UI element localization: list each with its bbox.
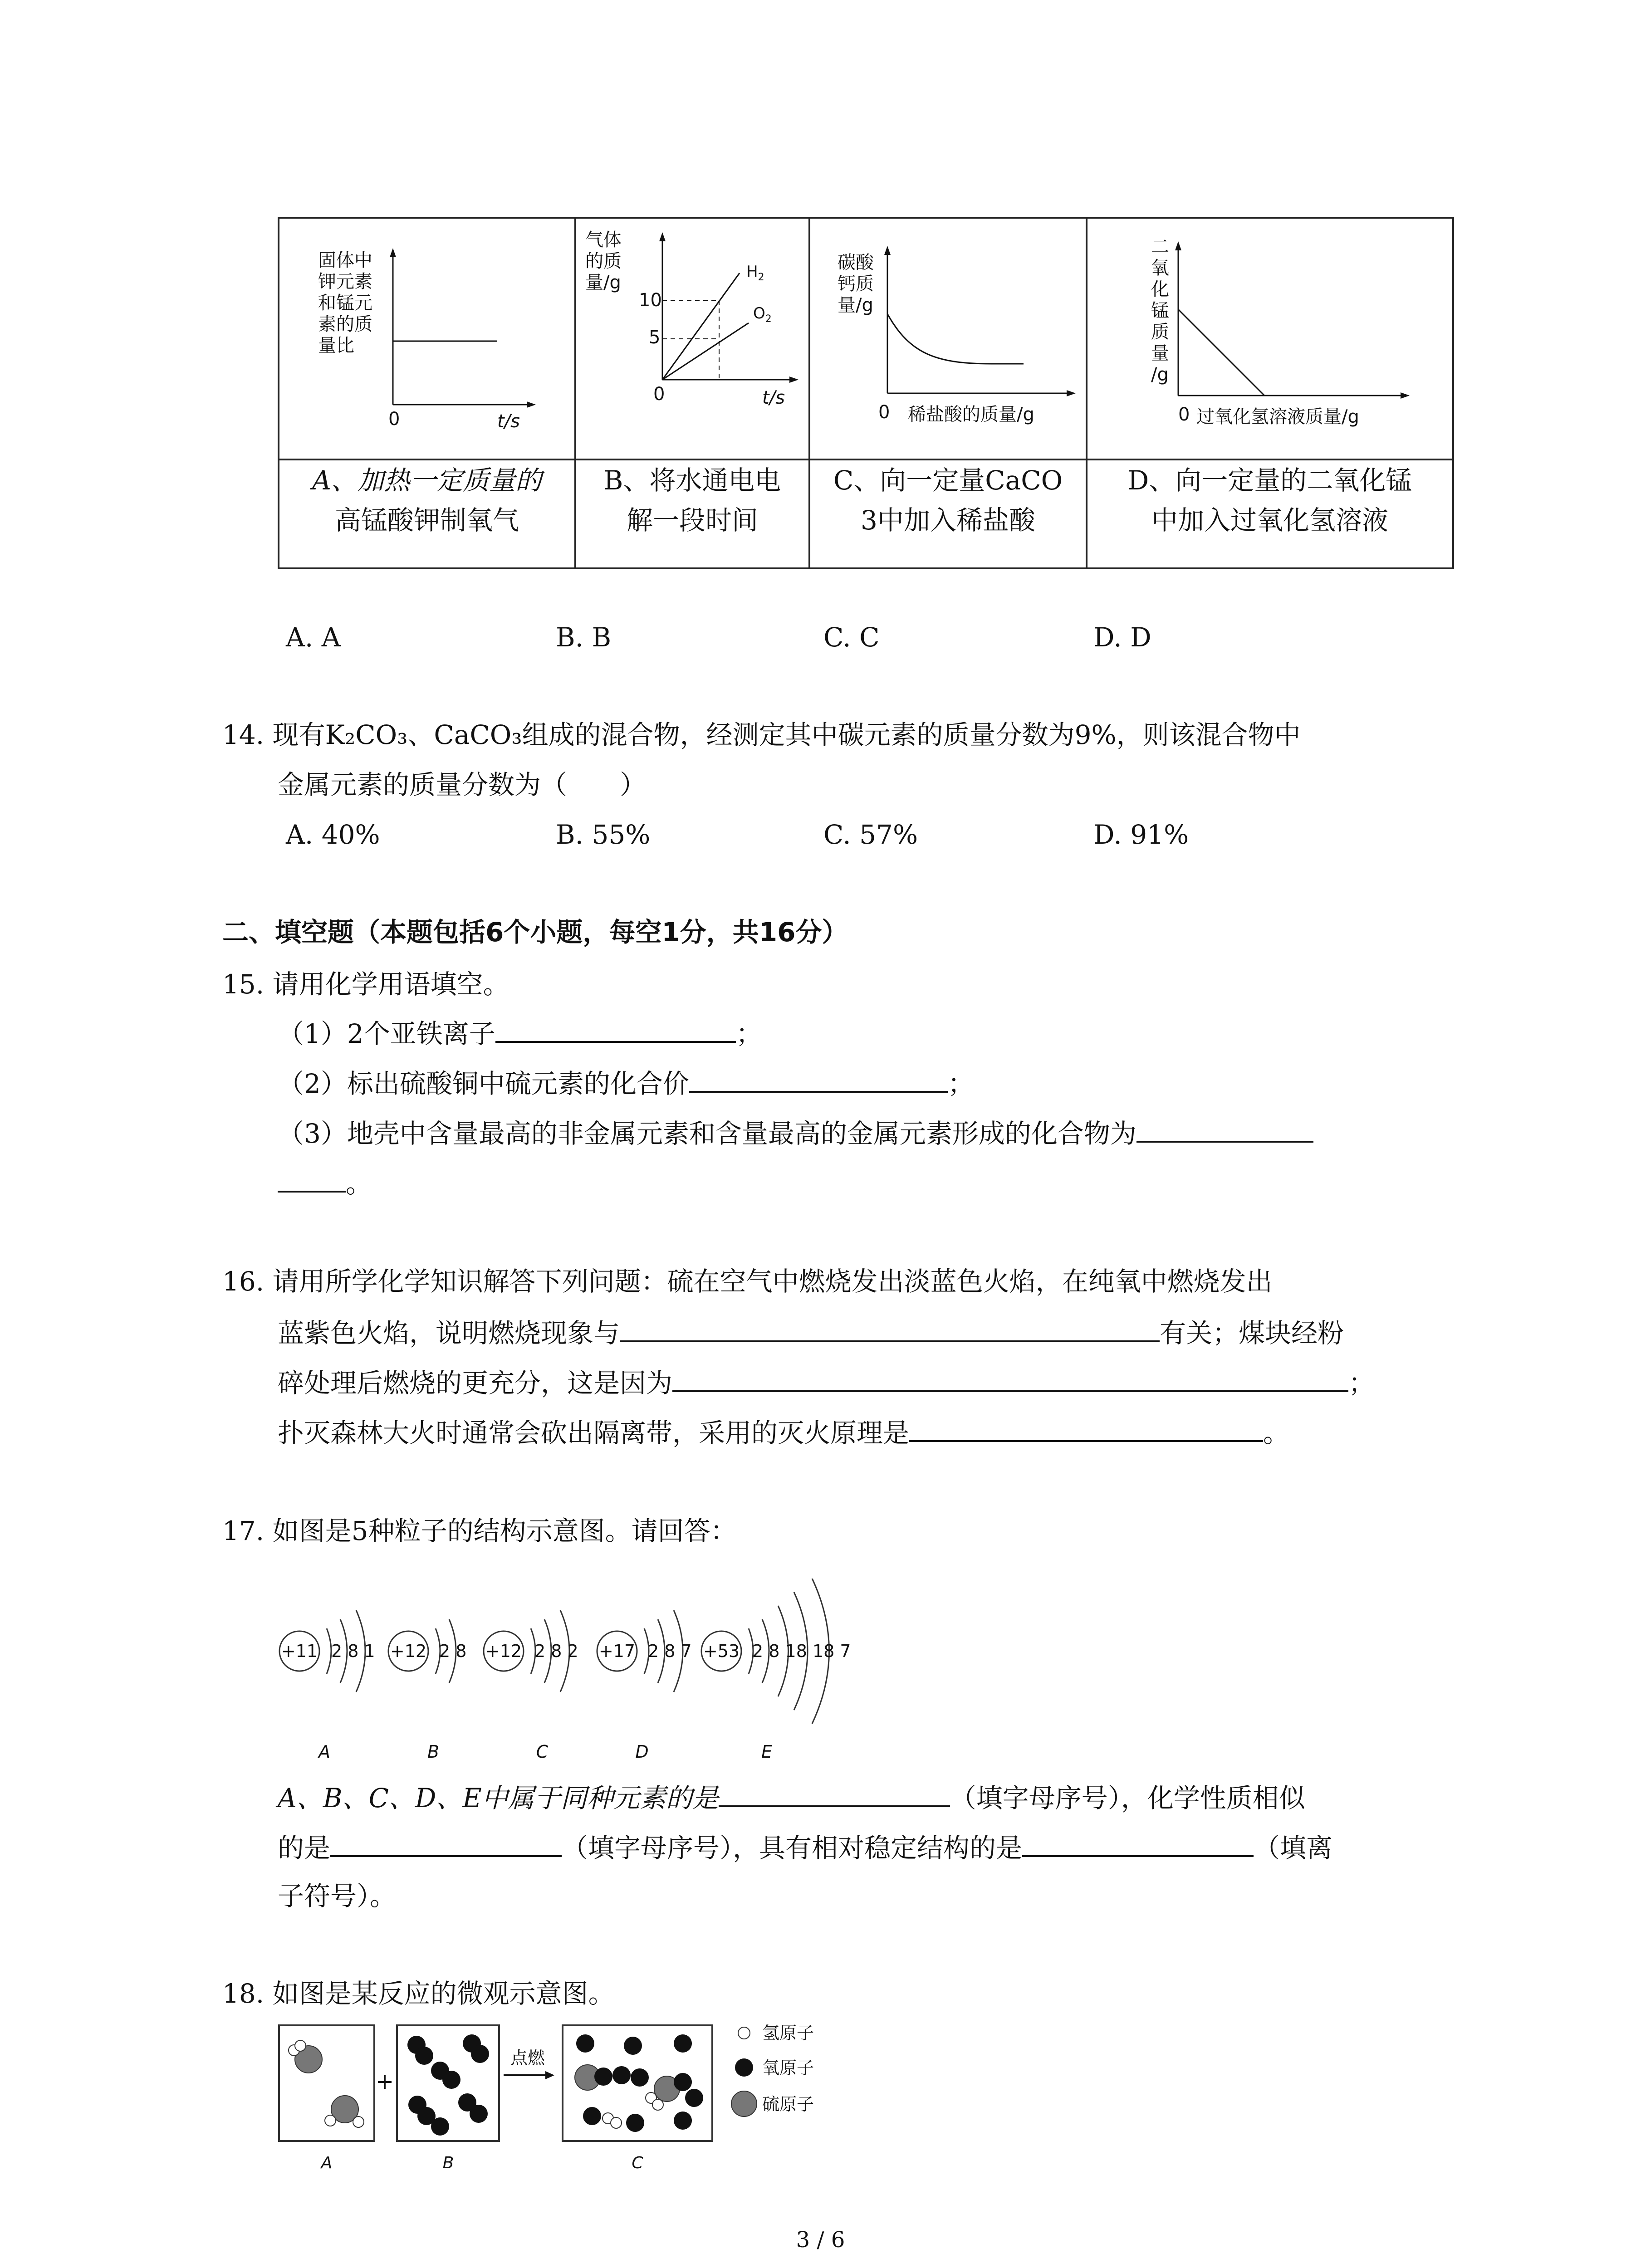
box-c-label: C (632, 2154, 643, 2172)
graph-b-o2-label: $O_2$ (753, 304, 772, 325)
legend-oxygen-icon (735, 2058, 753, 2077)
q17-answer-2[interactable] (330, 1828, 562, 1857)
graph-d-xlabel: 过氧化氢溶液质量/g (1196, 406, 1359, 427)
atom-c-label: C (536, 1742, 549, 1762)
q13-option-b[interactable]: B. B (556, 622, 612, 653)
graph-c-ylabel-2: 钙质 (838, 274, 874, 294)
legend-hydrogen-icon (738, 2027, 750, 2039)
q15-stem: 15. 请用化学用语填空。 (222, 969, 509, 1000)
atom-a-electrons: 2 8 1 (331, 1641, 375, 1661)
graph-c-cell (809, 218, 1087, 459)
graph-d-ylabel-5: 质 (1151, 322, 1169, 342)
graph-a-xlabel: t/s (497, 411, 520, 432)
graph-c-x-arrow (1067, 390, 1076, 396)
graph-d-ylabel-3: 化 (1151, 279, 1169, 300)
q15-answer-3[interactable] (1136, 1114, 1313, 1143)
graph-c-series-curve (887, 314, 1024, 364)
q15-part-3-cont: 。 (278, 1163, 372, 1202)
section-2-title: 二、填空题（本题包括6个小题，每空1分，共16分） (222, 917, 848, 948)
q14-option-a[interactable]: A. 40% (286, 819, 380, 850)
graph-d-y-arrow (1175, 241, 1181, 250)
plus-sign: + (375, 2069, 394, 2094)
graph-b-o2-line (662, 323, 749, 380)
legend-hydrogen-label: 氢原子 (762, 2023, 814, 2043)
atom-c-charge: +12 (485, 1641, 522, 1661)
q16-line-1: 16. 请用所学化学知识解答下列问题：硫在空气中燃烧发出淡蓝色火焰，在纯氧中燃烧发出 (222, 1266, 1273, 1297)
q15-part-1: （1）2个亚铁离子 ； (278, 1014, 762, 1052)
atom-e-label: E (761, 1742, 773, 1762)
q17-line-1: A、B、C、D、E中属于同种元素的是 （填字母序号），化学性质相似 (278, 1778, 1305, 1816)
graph-a-origin: 0 (388, 409, 400, 430)
graph-c-ylabel-1: 碳酸 (838, 252, 874, 273)
atom-b-electrons: 2 8 (439, 1641, 467, 1661)
q16-line-4: 扑灭森林大火时通常会砍出隔离带，采用的灭火原理是 。 (278, 1413, 1289, 1451)
graph-d-ylabel-4: 锰 (1151, 300, 1169, 321)
box-b-oxygen-molecules (407, 2034, 489, 2136)
q16-answer-1[interactable] (620, 1313, 1160, 1342)
reaction-arrowhead (545, 2071, 554, 2079)
graph-d-ylabel-6: 量 (1151, 343, 1169, 364)
graph-b-ylabel-3: 量/g (585, 272, 621, 293)
atom-e-electrons: 2 8 18 18 7 (752, 1641, 851, 1661)
graph-d-x-arrow (1401, 392, 1410, 399)
graph-b-x-arrow (789, 376, 798, 383)
graph-a-ylabel-1: 固体中 (318, 250, 372, 271)
graph-d-ylabel-1: 二 (1151, 236, 1169, 257)
atom-a-shell-1 (327, 1628, 331, 1674)
atom-d-electrons: 2 8 7 (648, 1641, 692, 1661)
graph-b-h2-label: $H_2$ (746, 263, 764, 283)
q15-part-2: （2）标出硫酸铜中硫元素的化合价 ； (278, 1064, 974, 1102)
graph-c-xlabel: 稀盐酸的质量/g (908, 404, 1034, 425)
graph-c-ylabel-3: 量/g (838, 295, 873, 316)
q15-part-3: （3）地壳中含量最高的非金属元素和含量最高的金属元素形成的化合物为 (278, 1114, 1313, 1152)
q18-reaction-diagram (272, 2019, 862, 2182)
graph-a-ylabel-5: 量比 (318, 335, 354, 356)
q14-option-b[interactable]: B. 55% (556, 819, 651, 850)
q16-line-2: 蓝紫色火焰，说明燃烧现象与 有关；煤块经粉 (278, 1313, 1344, 1351)
legend-oxygen-label: 氧原子 (762, 2058, 814, 2078)
caption-a: A、加热一定质量的 高锰酸钾制氧气 (279, 459, 575, 568)
atom-b-charge: +12 (390, 1641, 427, 1661)
graph-b-tick-5: 5 (649, 327, 661, 348)
q13-option-a[interactable]: A. A (286, 622, 341, 653)
q16-answer-2[interactable] (672, 1363, 1348, 1392)
caption-b: B、将水通电电 解一段时间 (575, 459, 809, 568)
q17-line-3: 子符号）。 (278, 1881, 397, 1911)
graph-b-xlabel: t/s (762, 387, 785, 408)
graph-a-ylabel-4: 素的质 (318, 314, 372, 335)
q15-answer-1[interactable] (495, 1014, 736, 1043)
graph-b-h2-line (662, 273, 740, 380)
graph-b-origin: 0 (653, 384, 665, 405)
q13-option-d[interactable]: D. D (1093, 622, 1151, 653)
box-a-hydrogen-2 (295, 2040, 306, 2051)
graph-d-ylabel-2: 氧 (1151, 258, 1169, 279)
caption-c: C、向一定量CaCO 3中加入稀盐酸 (809, 459, 1087, 568)
graph-a-ylabel-2: 钾元素 (318, 271, 372, 292)
graph-d (1087, 219, 1452, 457)
q14-line-1: 14. 现有K₂CO₃、CaCO₃组成的混合物，经测定其中碳元素的质量分数为9%，则该混合物中 (222, 719, 1301, 750)
q17-stem: 17. 如图是5种粒子的结构示意图。请回答： (222, 1515, 737, 1546)
graph-c (810, 219, 1086, 457)
q16-line-3: 碎处理后燃烧的更充分，这是因为 ； (278, 1363, 1375, 1401)
graph-d-series-line (1178, 309, 1264, 396)
graph-c-origin: 0 (878, 402, 890, 423)
q18-stem: 18. 如图是某反应的微观示意图。 (222, 1978, 615, 2009)
graph-a-cell (279, 218, 575, 459)
box-c-molecules (575, 2034, 703, 2132)
graph-b-y-arrow (659, 232, 666, 241)
graph-a (279, 219, 574, 457)
q13-graph-table (278, 217, 1454, 569)
page-number: 3 / 6 (796, 2227, 845, 2253)
q17-answer-1[interactable] (719, 1778, 950, 1807)
graph-d-cell (1087, 218, 1453, 459)
graph-b (576, 219, 808, 457)
q17-atom-diagram (272, 1579, 907, 1769)
q17-answer-3[interactable] (1022, 1828, 1254, 1857)
graph-a-ylabel-3: 和锰元 (318, 293, 372, 313)
graph-a-y-arrow (390, 248, 396, 257)
graph-d-ylabel-7: /g (1151, 364, 1169, 385)
graph-b-ylabel-1: 气体 (585, 230, 622, 250)
graph-c-y-arrow (884, 246, 891, 255)
q15-answer-3-cont[interactable] (278, 1163, 346, 1193)
q13-option-c[interactable]: C. C (823, 622, 880, 653)
graph-a-x-arrow (527, 401, 536, 408)
box-a-hydrogen-3 (325, 2115, 336, 2126)
atom-e-charge: +53 (703, 1641, 740, 1661)
graph-b-ylabel-2: 的质 (585, 251, 622, 272)
q14-line-2: 金属元素的质量分数为（ ） (278, 769, 647, 800)
q16-answer-3[interactable] (909, 1413, 1263, 1442)
atom-a-label: A (318, 1742, 330, 1762)
graph-d-origin: 0 (1178, 404, 1190, 425)
box-b-label: B (442, 2154, 454, 2172)
atom-d-label: D (635, 1742, 649, 1762)
box-a-hydrogen-4 (353, 2116, 364, 2127)
q14-option-d[interactable]: D. 91% (1093, 819, 1189, 850)
graph-b-cell (575, 218, 809, 459)
arrow-label: 点燃 (510, 2048, 545, 2068)
legend-sulfur-icon (731, 2091, 757, 2116)
atom-d-charge: +17 (598, 1641, 636, 1661)
q14-option-c[interactable]: C. 57% (823, 819, 918, 850)
atom-a-charge: +11 (281, 1641, 318, 1661)
atom-c-electrons: 2 8 2 (534, 1641, 578, 1661)
q15-answer-2[interactable] (689, 1064, 948, 1093)
graph-b-tick-10: 10 (639, 290, 662, 311)
q17-line-2: 的是 （填字母序号），具有相对稳定结构的是 （填离 (278, 1828, 1332, 1866)
legend-sulfur-label: 硫原子 (762, 2094, 814, 2114)
box-a-label: A (321, 2154, 333, 2172)
caption-d: D、向一定量的二氧化锰 中加入过氧化氢溶液 (1087, 459, 1453, 568)
atom-b-label: B (427, 1742, 440, 1762)
